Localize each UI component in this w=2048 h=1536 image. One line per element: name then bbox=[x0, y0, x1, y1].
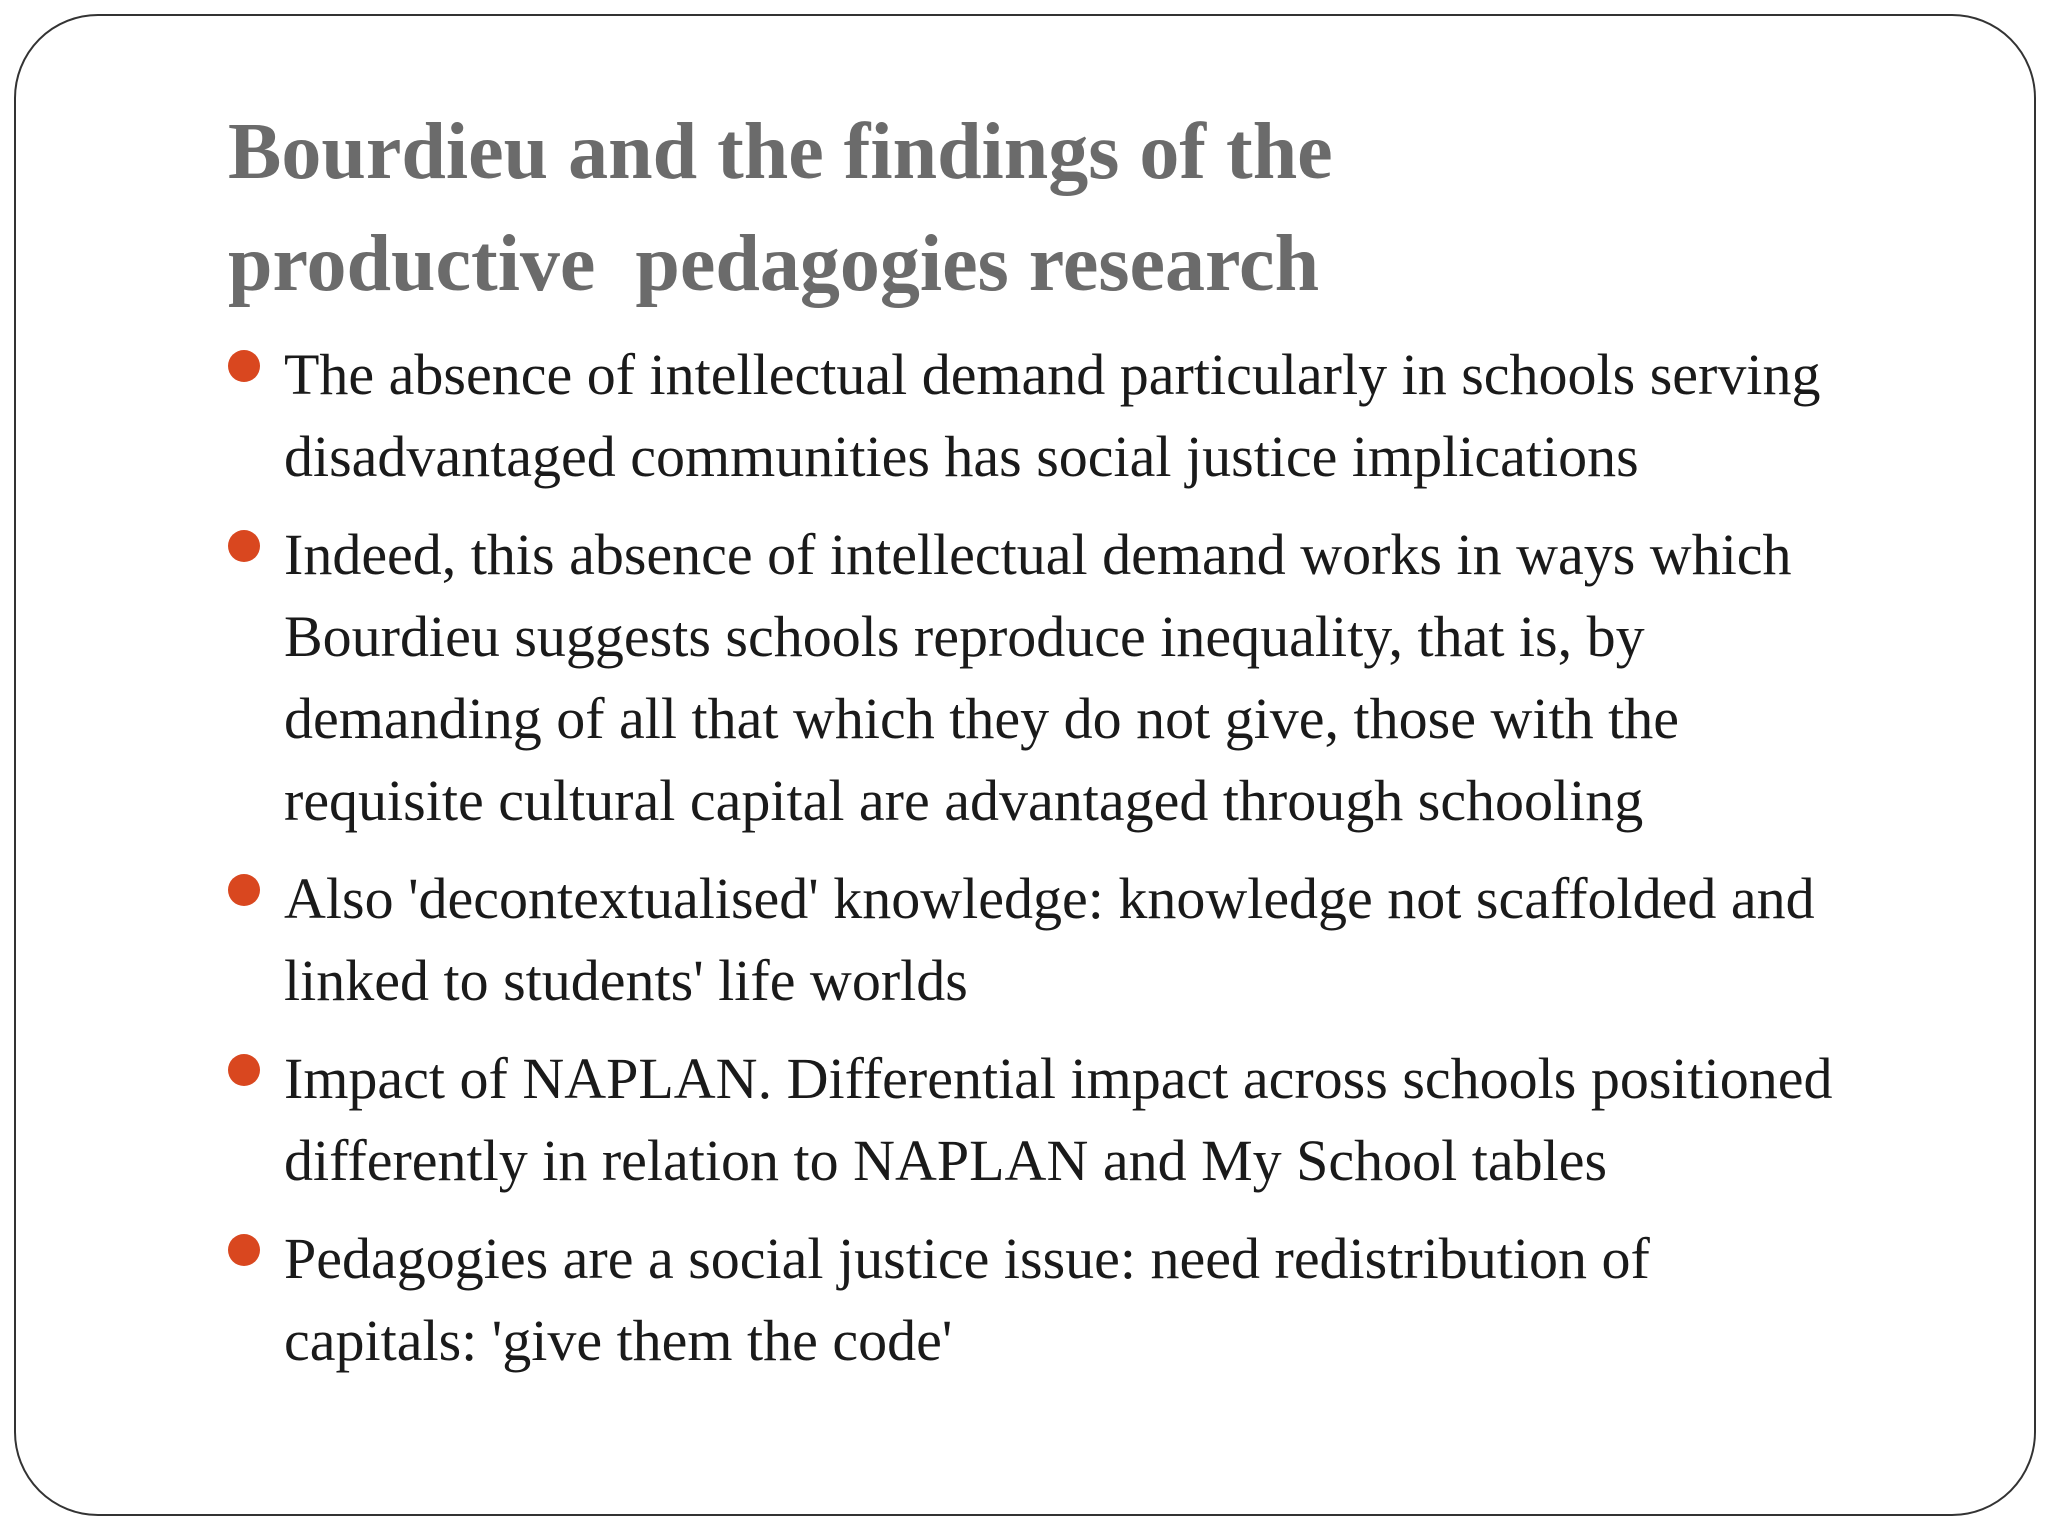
bullet-line: Also 'decontextualised' knowledge: knowledge not scaffolded and bbox=[284, 866, 1815, 931]
bullet-text bbox=[284, 1218, 1984, 1382]
title-line: productive pedagogies research bbox=[228, 220, 1320, 308]
bullet-item bbox=[0, 1218, 1984, 1382]
bullet-dot-icon bbox=[228, 530, 260, 562]
bullet-line: demanding of all that which they do not give, those with the bbox=[284, 686, 1679, 751]
bullet-dot-icon bbox=[228, 1054, 260, 1086]
bullet-line: The absence of intellectual demand particularly in schools serving bbox=[284, 342, 1821, 407]
bullet-text bbox=[284, 334, 1984, 498]
bullet-dot-icon bbox=[228, 350, 260, 382]
bullet-line: disadvantaged communities has social justice implications bbox=[284, 424, 1639, 489]
title-line: Bourdieu and the findings of the bbox=[228, 108, 1333, 196]
bullet-line: linked to students' life worlds bbox=[284, 948, 968, 1013]
bullet-list bbox=[0, 334, 2048, 1398]
bullet-line: differently in relation to NAPLAN and My School tables bbox=[284, 1128, 1608, 1193]
bullet-dot-icon bbox=[228, 1234, 260, 1266]
bullet-line: Impact of NAPLAN. Differential impact across schools positioned bbox=[284, 1046, 1833, 1111]
bullet-item bbox=[0, 858, 1984, 1022]
bullet-text bbox=[284, 514, 1984, 842]
bullet-dot-icon bbox=[228, 874, 260, 906]
bullet-line: Pedagogies are a social justice issue: need redistribution of bbox=[284, 1226, 1650, 1291]
bullet-item bbox=[0, 514, 1984, 842]
bullet-text bbox=[284, 1038, 1984, 1202]
bullet-item bbox=[0, 334, 1984, 498]
bullet-text bbox=[284, 858, 1984, 1022]
bullet-line: capitals: 'give them the code' bbox=[284, 1308, 953, 1373]
slide-title bbox=[228, 96, 1928, 320]
bullet-line: Indeed, this absence of intellectual demand works in ways which bbox=[284, 522, 1792, 587]
bullet-line: Bourdieu suggests schools reproduce inequality, that is, by bbox=[284, 604, 1645, 669]
bullet-item bbox=[0, 1038, 1984, 1202]
bullet-line: requisite cultural capital are advantaged through schooling bbox=[284, 768, 1644, 833]
